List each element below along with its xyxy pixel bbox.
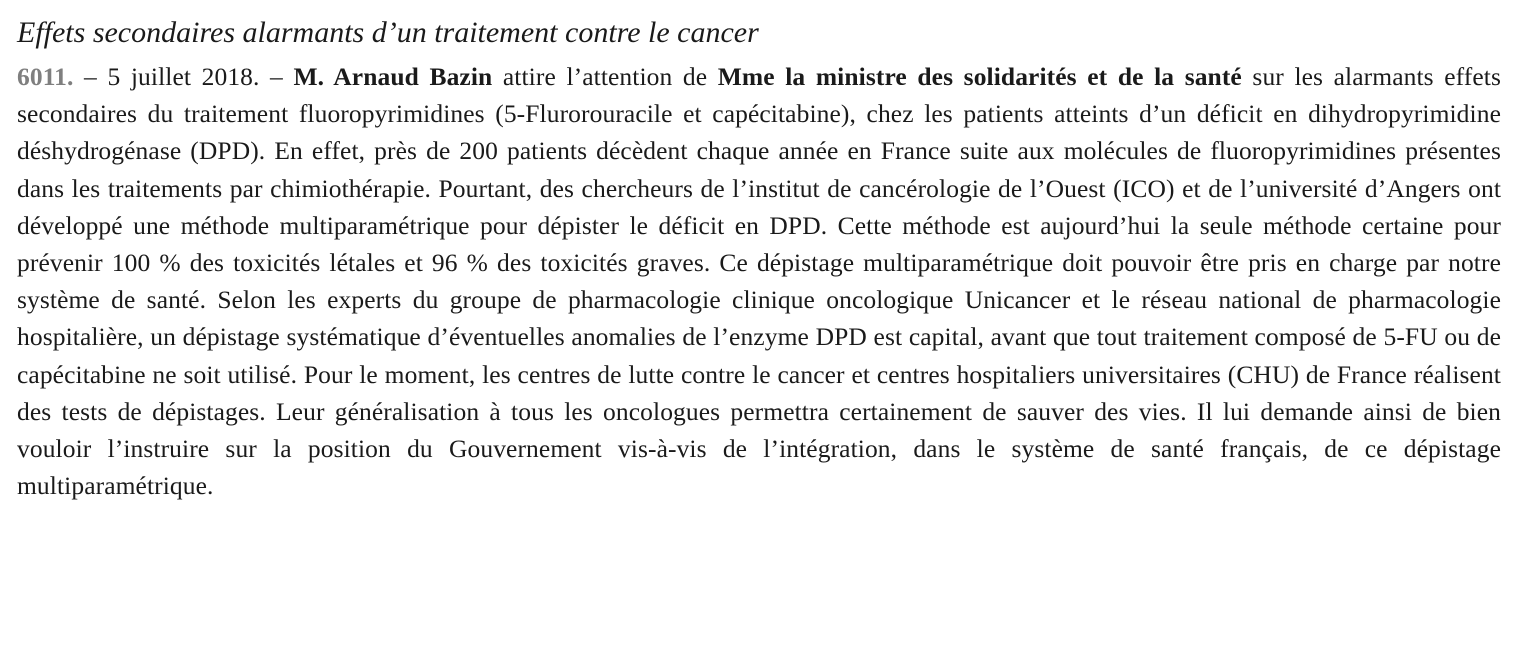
question-recipient: Mme la ministre des solidarités et de la santé — [717, 62, 1242, 91]
question-author: M. Arnaud Bazin — [293, 62, 493, 91]
attention-text: attire l’attention de — [492, 62, 718, 91]
question-number: 6011. — [17, 62, 74, 91]
question-body — [17, 58, 1501, 504]
question-title: Effets secondaires alarmants d’un traitement contre le cancer — [17, 16, 759, 49]
question-text: sur les alarmants effets secondaires du traitement fluoropyrimidines (5-Flurorouracile et capécitabine), chez les patients atteints d’un déficit en dihydropyrimidine déshydrogénase (DPD). En effet, près de 200 patients décèdent chaque année en France suite aux molécules de fluoropyrimidines présentes dans les traitements par chimiothérapie. Pourtant, des chercheurs de l’institut de cancérologie de l’Ouest (ICO) et de l’université d’Angers ont développé une méthode multiparamétrique pour dépister le déficit en DPD. Cette méthode est aujourd’hui la seule méthode certaine pour prévenir 100 % des toxicités létales et 96 % des toxicités graves. Ce dépistage multiparamétrique doit pouvoir être pris en charge par notre système de santé. Selon les experts du groupe de pharmacologie clinique oncologique Unicancer et le réseau national de pharmacologie hospitalière, un dépistage systématique d’éventuelles anomalies de l’enzyme DPD est capital, avant que tout traitement composé de 5-FU ou de capécitabine ne soit utilisé. Pour le moment, les centres de lutte contre le cancer et centres hospitaliers universitaires (CHU) de France réalisent des tests de dépistages. Leur généralisation à tous les oncologues permettra certainement de sauver des vies. Il lui demande ainsi de bien vouloir l’instruire sur la position du Gouvernement vis-à-vis de l’intégration, dans le système de santé français, de ce dépistage multiparamétrique. — [17, 62, 1501, 501]
question-date: – 5 juillet 2018. – — [73, 62, 294, 91]
written-question — [17, 8, 1501, 504]
